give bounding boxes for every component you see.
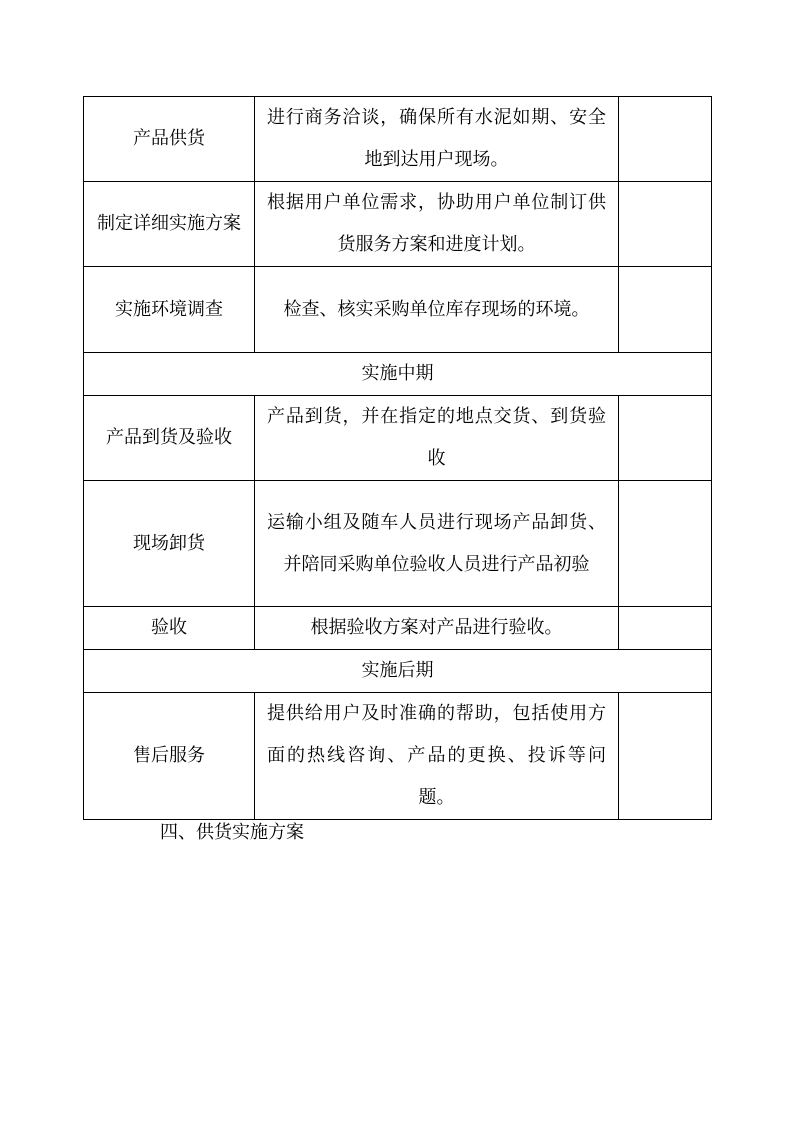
note-cell [619, 267, 712, 353]
description-cell: 提供给用户及时准确的帮助，包括使用方面的热线咨询、产品的更换、投诉等问题。 [255, 693, 619, 820]
note-cell [619, 396, 712, 481]
note-cell [619, 607, 712, 650]
task-cell: 产品供货 [84, 97, 255, 182]
implementation-plan-table [83, 96, 712, 820]
task-cell: 售后服务 [84, 693, 255, 820]
task-cell: 产品到货及验收 [84, 396, 255, 481]
phase-row [84, 650, 712, 693]
description-cell: 根据验收方案对产品进行验收。 [255, 607, 619, 650]
task-cell: 实施环境调查 [84, 267, 255, 353]
table-row [84, 481, 712, 607]
note-cell [619, 481, 712, 607]
description-cell: 检查、核实采购单位库存现场的环境。 [255, 267, 619, 353]
description-cell: 运输小组及随车人员进行现场产品卸货、并陪同采购单位验收人员进行产品初验 [255, 481, 619, 607]
note-cell [619, 693, 712, 820]
description-cell: 根据用户单位需求，协助用户单位制订供货服务方案和进度计划。 [255, 182, 619, 267]
table-row [84, 182, 712, 267]
table-row [84, 396, 712, 481]
table-row [84, 97, 712, 182]
phase-label: 实施后期 [84, 650, 712, 693]
task-cell: 现场卸货 [84, 481, 255, 607]
table-row [84, 267, 712, 353]
table-row [84, 607, 712, 650]
phase-row [84, 353, 712, 396]
table-row [84, 693, 712, 820]
task-cell: 验收 [84, 607, 255, 650]
note-cell [619, 97, 712, 182]
description-cell: 产品到货，并在指定的地点交货、到货验收 [255, 396, 619, 481]
task-cell: 制定详细实施方案 [84, 182, 255, 267]
phase-label: 实施中期 [84, 353, 712, 396]
description-cell: 进行商务洽谈，确保所有水泥如期、安全地到达用户现场。 [255, 97, 619, 182]
note-cell [619, 182, 712, 267]
section-heading: 四、供货实施方案 [160, 822, 304, 843]
